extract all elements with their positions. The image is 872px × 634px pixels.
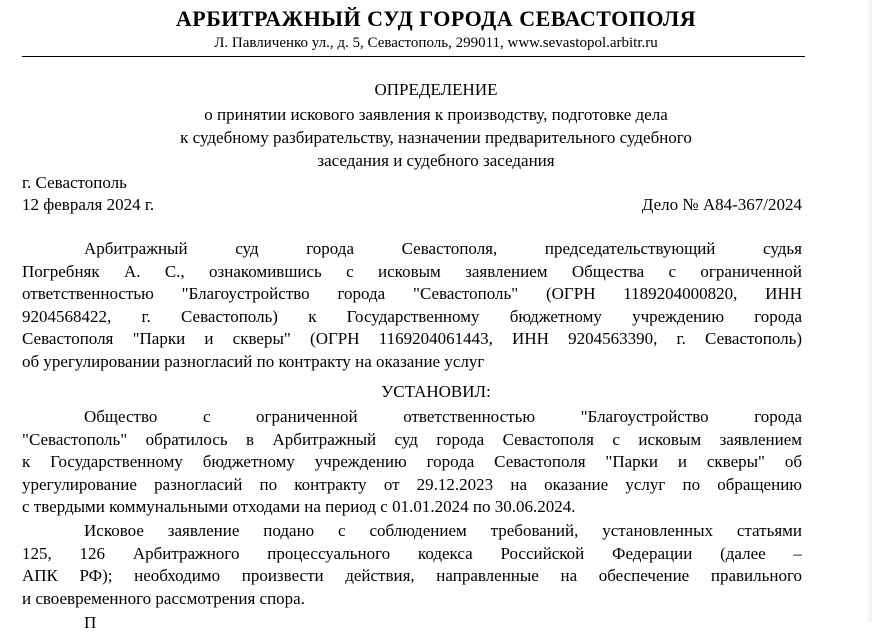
document-city: г. Севастополь	[22, 173, 127, 192]
case-number: Дело № А84-367/2024	[641, 195, 802, 214]
document-subject-line: о принятии искового заявления к производству, подготовке дела	[204, 105, 668, 124]
paragraph-line: АПК РФ); необходимо произвести действия, направленные на обеспечение правильного	[22, 566, 802, 586]
paragraph-line: 9204568422, г. Севастополь) к Государственному бюджетному учреждению города	[22, 306, 802, 326]
document-type: ОПРЕДЕЛЕНИЕ	[374, 80, 498, 99]
court-address: Л. Павличенко ул., д. 5, Севастополь, 299011, www.sevastopol.arbitr.ru	[214, 35, 658, 51]
paragraph-line: Общество с ограниченной ответственностью "Благоустройство города	[84, 407, 802, 426]
document-date: 12 февраля 2024 г.	[22, 195, 155, 214]
document-subject-line: заседания и судебного заседания	[317, 151, 555, 170]
court-name: АРБИТРАЖНЫЙ СУД ГОРОДА СЕВАСТОПОЛЯ	[175, 6, 697, 31]
paragraph-line: к Государственному бюджетному учреждению города Севастополя "Парки и скверы" об	[22, 452, 802, 472]
paragraph-line: урегулирование разногласий по контракту от 29.12.2023 на оказание услуг по обращению	[22, 474, 802, 494]
paragraph-line: 125, 126 Арбитражного процессуального кодекса Российской Федерации (далее –	[22, 543, 802, 563]
paragraph-line: Погребняк А. С., ознакомившись с исковым заявлением Общества с ограниченной	[22, 261, 802, 281]
paragraph-2	[22, 520, 802, 610]
paragraph-1	[22, 406, 802, 519]
paragraph-line: Арбитражный суд города Севастополя, председательствующий судья	[84, 239, 802, 258]
paragraph-line: ответственностью "Благоустройство города "Севастополь" (ОГРН 1189204000820, ИНН	[22, 284, 802, 304]
document-subject-line: к судебному разбирательству, назначении предварительного судебного	[180, 128, 692, 147]
paragraph-line: Исковое заявление подано с соблюдением требований, установленных статьями	[84, 521, 802, 540]
document-subject	[0, 103, 872, 172]
paragraph-line: "Севастополь" обратилось в Арбитражный суд города Севастополя с исковым заявлением	[22, 429, 802, 449]
paragraph-line: и своевременного рассмотрения спора.	[22, 588, 305, 608]
paragraph-line: Севастополя "Парки и скверы" (ОГРН 1169204061443, ИНН 9204563390, г. Севастополь)	[22, 329, 802, 349]
scan-edge-shadow	[866, 0, 872, 622]
established-heading: УСТАНОВИЛ:	[381, 382, 491, 401]
intro-paragraph	[22, 238, 802, 374]
header-divider	[22, 56, 805, 57]
paragraph-line: с твердыми коммунальными отходами на период с 01.01.2024 по 30.06.2024.	[22, 497, 576, 517]
paragraph-line: об урегулировании разногласий по контракту на оказание услуг	[22, 351, 485, 371]
cutoff-paragraph-start: П	[84, 613, 97, 632]
